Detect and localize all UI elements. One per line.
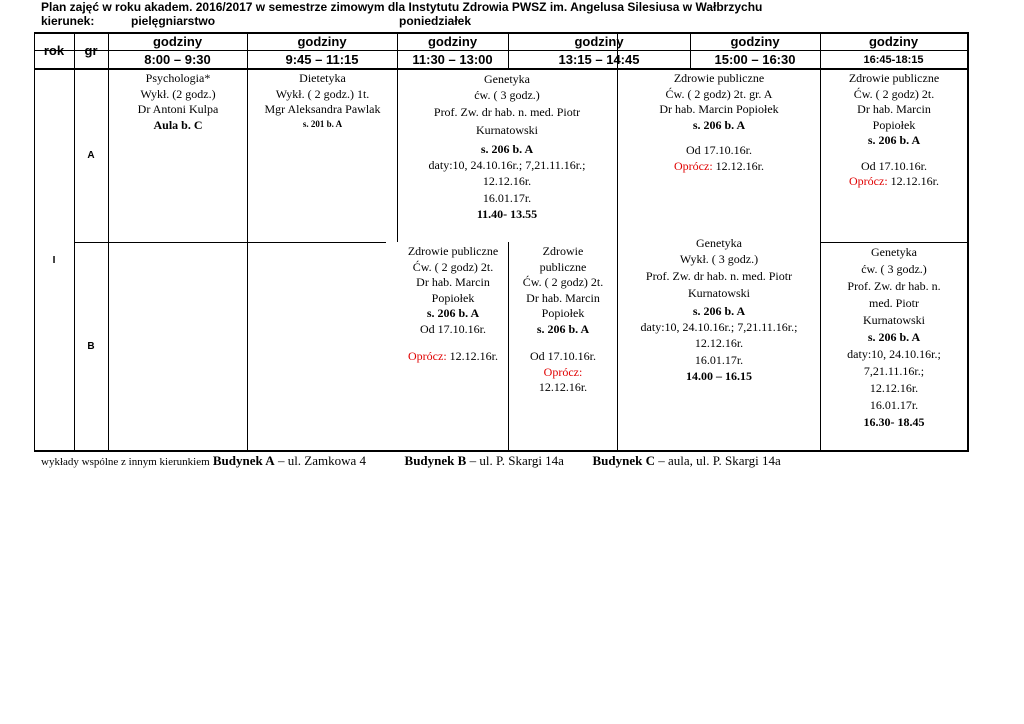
except-line (398, 349, 508, 365)
table-border-right (967, 32, 969, 452)
table-line (820, 242, 969, 243)
class-cell-ab5 (618, 235, 820, 384)
class-cell-a6 (821, 71, 967, 190)
class-type: Ćw. ( 2 godz) 2t. (522, 275, 604, 289)
subject-name: Genetyka (696, 236, 742, 250)
dates: 16.01.17r. (482, 190, 532, 205)
class-cell-a1 (109, 71, 247, 133)
teacher-name: Dr hab. Marcin (857, 102, 931, 116)
class-cell-a5 (618, 71, 820, 174)
spacer (398, 337, 508, 349)
rok-header: rok (43, 43, 65, 58)
subject-name: publiczne (539, 259, 587, 274)
year-value: I (52, 255, 56, 266)
page-title: Plan zajęć w roku akadem. 2016/2017 w semestrze zimowym dla Instytutu Zdrowia PWSZ im. Angelusa Silesiusa w Wałbrzychu (41, 0, 763, 14)
teacher-name: Dr hab. Marcin (526, 290, 600, 305)
start-date: Od 17.10.16r. (686, 143, 752, 157)
start-date: Od 17.10.16r. (861, 158, 927, 173)
kierunek-value: pielęgniarstwo (131, 14, 216, 28)
class-cell-a2 (248, 71, 397, 130)
room: s. 206 b. A (692, 117, 746, 132)
teacher-name: Mgr Aleksandra Pawlak (264, 102, 381, 116)
class-type: Ćw. ( 2 godz) 2t. (853, 86, 935, 101)
room: s. 206 b. A (692, 303, 746, 318)
building-b-name: Budynek B (404, 453, 467, 468)
day-name: poniedziałek (399, 14, 472, 28)
building-c-name: Budynek C (592, 453, 655, 468)
class-cell-b4 (509, 244, 617, 396)
dates: 12.12.16r. (869, 381, 919, 395)
class-cell-b6 (821, 244, 967, 431)
subject-name: Genetyka (484, 72, 530, 86)
class-type: Ćw. ( 2 godz) 2t. (412, 259, 494, 274)
teacher-name: med. Piotr (869, 296, 919, 310)
dates: 7,21.11.16r.; (863, 364, 925, 378)
time-slot: 11:30 – 13:00 (412, 52, 493, 67)
class-cell-b3 (398, 244, 508, 365)
class-type: Wykł. ( 2 godz.) 1t. (275, 86, 370, 101)
schedule-table (34, 32, 969, 452)
class-type: ćw. ( 3 godz.) (474, 88, 540, 103)
subject-name: Zdrowie publiczne (673, 71, 765, 85)
time-slot: 15:00 – 16:30 (714, 52, 796, 67)
class-type: Ćw. ( 2 godz) 2t. gr. A (665, 86, 773, 101)
teacher-name: Popiołek (431, 290, 475, 305)
except-date: 12.12.16r. (538, 380, 588, 394)
except-line (821, 174, 967, 190)
room: s. 206 b. A (536, 321, 590, 336)
room: s. 201 b. A (302, 118, 343, 129)
except-date: 12.12.16r. (449, 349, 498, 363)
class-type: ćw. ( 3 godz.) (861, 262, 927, 276)
time-slot: 8:00 – 9:30 (144, 52, 211, 67)
time-range: 14.00 – 16.15 (686, 369, 752, 384)
dates: 16.01.17r. (694, 352, 744, 367)
dates: 12.12.16r. (694, 336, 744, 351)
room: s. 206 b. A (867, 133, 921, 147)
table-line (74, 32, 75, 452)
start-date: Od 17.10.16r. (530, 349, 596, 363)
teacher-name: Prof. Zw. dr hab. n. (847, 279, 941, 293)
teacher-name: Dr hab. Marcin (416, 275, 490, 289)
godziny-header: godziny (152, 34, 203, 49)
time-range: 16.30- 18.45 (863, 415, 925, 429)
teacher-name: Kurnatowski (688, 285, 750, 300)
footer-legend (41, 453, 781, 469)
subject-name: Psychologia* (145, 71, 211, 85)
table-line (74, 242, 386, 243)
except-date: 12.12.16r. (890, 174, 939, 188)
room: s. 206 b. A (867, 330, 921, 344)
class-cell-a3 (397, 71, 617, 222)
room: s. 206 b. A (480, 141, 534, 156)
godziny-header: godziny (297, 34, 347, 49)
except-label: Oprócz: (543, 364, 583, 379)
dates: daty:10, 24.10.16r.; 7,21.11.16r.; (640, 320, 798, 335)
godziny-header: godziny (730, 34, 780, 49)
teacher-name: Dr Antoni Kulpa (137, 102, 219, 116)
time-range: 11.40- 13.55 (476, 207, 538, 222)
dates: daty:10, 24.10.16r.; 7,21.11.16r.; (428, 158, 586, 173)
except-line (618, 159, 820, 175)
spacer (821, 149, 967, 159)
teacher-name: Prof. Zw. dr hab. n. med. Piotr (645, 268, 793, 283)
except-label: Oprócz: (849, 174, 888, 188)
except-label: Oprócz: (674, 158, 713, 173)
spacer (509, 337, 617, 349)
teacher-name: Popiołek (872, 117, 916, 132)
room: s. 206 b. A (426, 306, 480, 320)
building-c-address: – aula, ul. P. Skargi 14a (654, 453, 781, 468)
time-slot: 13:15 – 14:45 (558, 52, 640, 67)
building-a-name: Budynek A (212, 453, 275, 468)
subject-name: Zdrowie publiczne (407, 244, 499, 258)
subject-name: Zdrowie (542, 244, 584, 258)
teacher-name: Kurnatowski (476, 122, 538, 137)
subject-name: Dietetyka (299, 71, 346, 85)
spacer (618, 133, 820, 143)
dates: 16.01.17r. (869, 398, 919, 412)
time-slot: 16:45-18:15 (863, 54, 924, 66)
teacher-name: Dr hab. Marcin Popiołek (659, 102, 779, 116)
group-a-label: A (87, 150, 95, 161)
dates: daty:10, 24.10.16r.; (847, 347, 941, 361)
godziny-header: godziny (427, 34, 478, 49)
godziny-header: godziny (574, 34, 624, 49)
building-b-address: – ul. P. Skargi 14a (466, 453, 564, 468)
except-date: 12.12.16r. (715, 158, 764, 173)
except-label: Oprócz: (408, 349, 447, 363)
start-date: Od 17.10.16r. (420, 321, 486, 336)
room: Aula b. C (153, 117, 203, 132)
kierunek-label: kierunek: (41, 14, 95, 28)
class-type: Wykł. ( 3 godz.) (679, 252, 759, 267)
subject-name: Genetyka (871, 245, 917, 259)
dates: 12.12.16r. (482, 174, 532, 189)
table-line (34, 32, 35, 452)
teacher-name: Kurnatowski (863, 313, 925, 327)
group-b-label: B (87, 341, 95, 352)
time-slot: 9:45 – 11:15 (285, 52, 359, 67)
gr-header: gr (84, 43, 98, 58)
building-a-address: – ul. Zamkowa 4 (274, 453, 367, 468)
godziny-header: godziny (868, 34, 919, 49)
subject-name: Zdrowie publiczne (848, 71, 940, 85)
teacher-name: Popiołek (541, 306, 585, 320)
table-border-bottom (34, 450, 969, 452)
teacher-name: Prof. Zw. dr hab. n. med. Piotr (433, 104, 581, 119)
class-type: Wykł. (2 godz.) (140, 86, 216, 101)
footer-intro: wykłady wspólne z innym kierunkiem (41, 456, 210, 468)
